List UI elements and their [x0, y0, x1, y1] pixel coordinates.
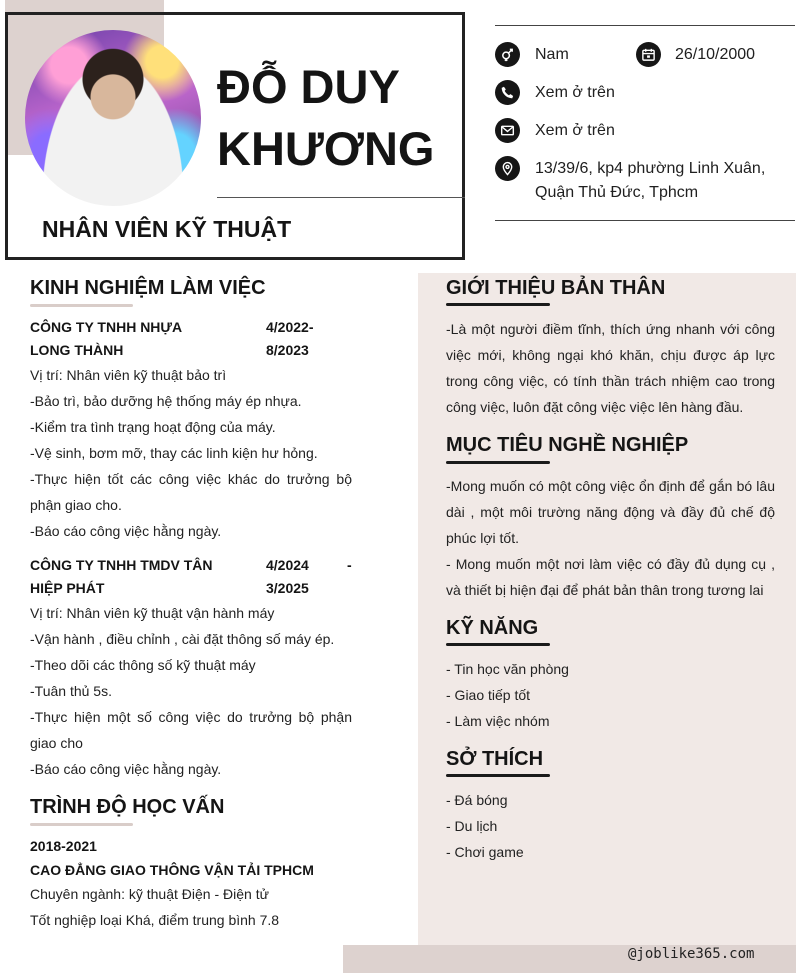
gender-icon: [495, 42, 520, 67]
skill-item: - Tin học văn phòng: [446, 661, 569, 677]
job-2-line: -Vận hành , điều chỉnh , cài đặt thông số máy ép.: [30, 631, 335, 647]
skills-underline: [446, 643, 550, 646]
objective-underline: [446, 461, 550, 464]
education-years: 2018-2021: [30, 838, 97, 854]
job-2-line: -Tuân thủ 5s.: [30, 683, 112, 699]
skill-item: - Làm việc nhóm: [446, 713, 550, 729]
location-icon: [495, 156, 520, 181]
skill-item: - Giao tiếp tốt: [446, 687, 531, 703]
candidate-name: ĐỖ DUY KHƯƠNG: [217, 60, 435, 175]
objective-title: MỤC TIÊU NGHỀ NGHIỆP: [446, 434, 689, 456]
job-1-line: -Bảo trì, bảo dưỡng hệ thống máy ép nhựa.: [30, 393, 302, 409]
about-underline: [446, 303, 550, 306]
job-2-company: CÔNG TY TNHH TMDV TÂN HIỆP PHÁT: [30, 557, 213, 596]
hobbies-underline: [446, 774, 550, 777]
job-1-line: -Thực hiện tốt các công việc khác do trưởng bộ phận giao cho.: [30, 471, 352, 513]
calendar-icon: [636, 42, 661, 67]
job-2-line: -Báo cáo công việc hằng ngày.: [30, 761, 222, 777]
about-text: -Là một người điềm tĩnh, thích ứng nhanh với công việc mới, không ngại khó khăn, chịu được áp lực trong công việc, có tính thần trách nhiệm cao trong công việc, luôn đặt công việc việc lên hàng đầu.: [446, 321, 775, 415]
watermark-text: @joblike365.com: [628, 946, 755, 962]
hobby-item: - Du lịch: [446, 818, 498, 834]
objective-paragraph-1: -Mong muốn có một công việc ổn định để gắn bó lâu dài , một môi trường năng động và đầy đủ chế độ phúc lợi tốt.: [446, 478, 775, 546]
job-2-date-start: 4/2024: [266, 557, 309, 573]
job-2-line: -Thực hiện một số công việc do trưởng bộ phận giao cho: [30, 709, 352, 751]
contact-bottom-divider: [495, 220, 795, 221]
gender-value: Nam: [535, 46, 569, 63]
job-1-date-start: 4/2022-: [266, 319, 314, 335]
job-2-date-end: 3/2025: [266, 580, 309, 596]
education-major: Chuyên ngành: kỹ thuật Điện - Điện tử: [30, 886, 269, 902]
skills-title: KỸ NĂNG: [446, 617, 539, 639]
job-2-date-dash: -: [347, 557, 352, 573]
phone-icon: [495, 80, 520, 105]
email-value: Xem ở trên: [535, 122, 615, 139]
phone-value: Xem ở trên: [535, 84, 615, 101]
job-1-line: -Báo cáo công việc hằng ngày.: [30, 523, 222, 539]
address-value: 13/39/6, kp4 phường Linh Xuân, Quận Thủ Đức, Tphcm: [535, 160, 766, 201]
experience-title: KINH NGHIỆM LÀM VIỆC: [30, 277, 266, 299]
birthdate-value: 26/10/2000: [675, 46, 756, 63]
job-1-date-end: 8/2023: [266, 342, 309, 358]
job-1-line: -Vệ sinh, bơm mỡ, thay các linh kiện hư hỏng.: [30, 445, 318, 461]
contact-top-divider: [495, 25, 795, 26]
job-1-line: Vị trí: Nhân viên kỹ thuật bảo trì: [30, 367, 227, 383]
objective-paragraph-2: - Mong muốn một nơi làm việc có đầy đủ dụng cụ , và thiết bị hiện đại để phát bản thân trong tương lai: [446, 556, 775, 598]
name-divider: [217, 197, 465, 198]
education-title: TRÌNH ĐỘ HỌC VẤN: [30, 796, 225, 818]
job-1-company: CÔNG TY TNHH NHỰA LONG THÀNH: [30, 319, 182, 358]
hobby-item: - Chơi game: [446, 844, 524, 860]
profile-photo: [25, 30, 201, 206]
education-school: CAO ĐẲNG GIAO THÔNG VẬN TẢI TPHCM: [30, 862, 314, 878]
job-title: NHÂN VIÊN KỸ THUẬT: [42, 216, 292, 242]
hobbies-title: SỞ THÍCH: [446, 748, 544, 770]
education-graduation: Tốt nghiệp loại Khá, điểm trung bình 7.8: [30, 912, 280, 928]
job-1-line: -Kiểm tra tình trạng hoạt động của máy.: [30, 419, 276, 435]
job-2-line: -Theo dõi các thông số kỹ thuật máy: [30, 657, 256, 673]
experience-underline: [30, 304, 133, 307]
hobby-item: - Đá bóng: [446, 792, 508, 808]
email-icon: [495, 118, 520, 143]
education-underline: [30, 823, 133, 826]
job-2-line: Vị trí: Nhân viên kỹ thuật vận hành máy: [30, 605, 275, 621]
about-title: GIỚI THIỆU BẢN THÂN: [446, 277, 666, 299]
